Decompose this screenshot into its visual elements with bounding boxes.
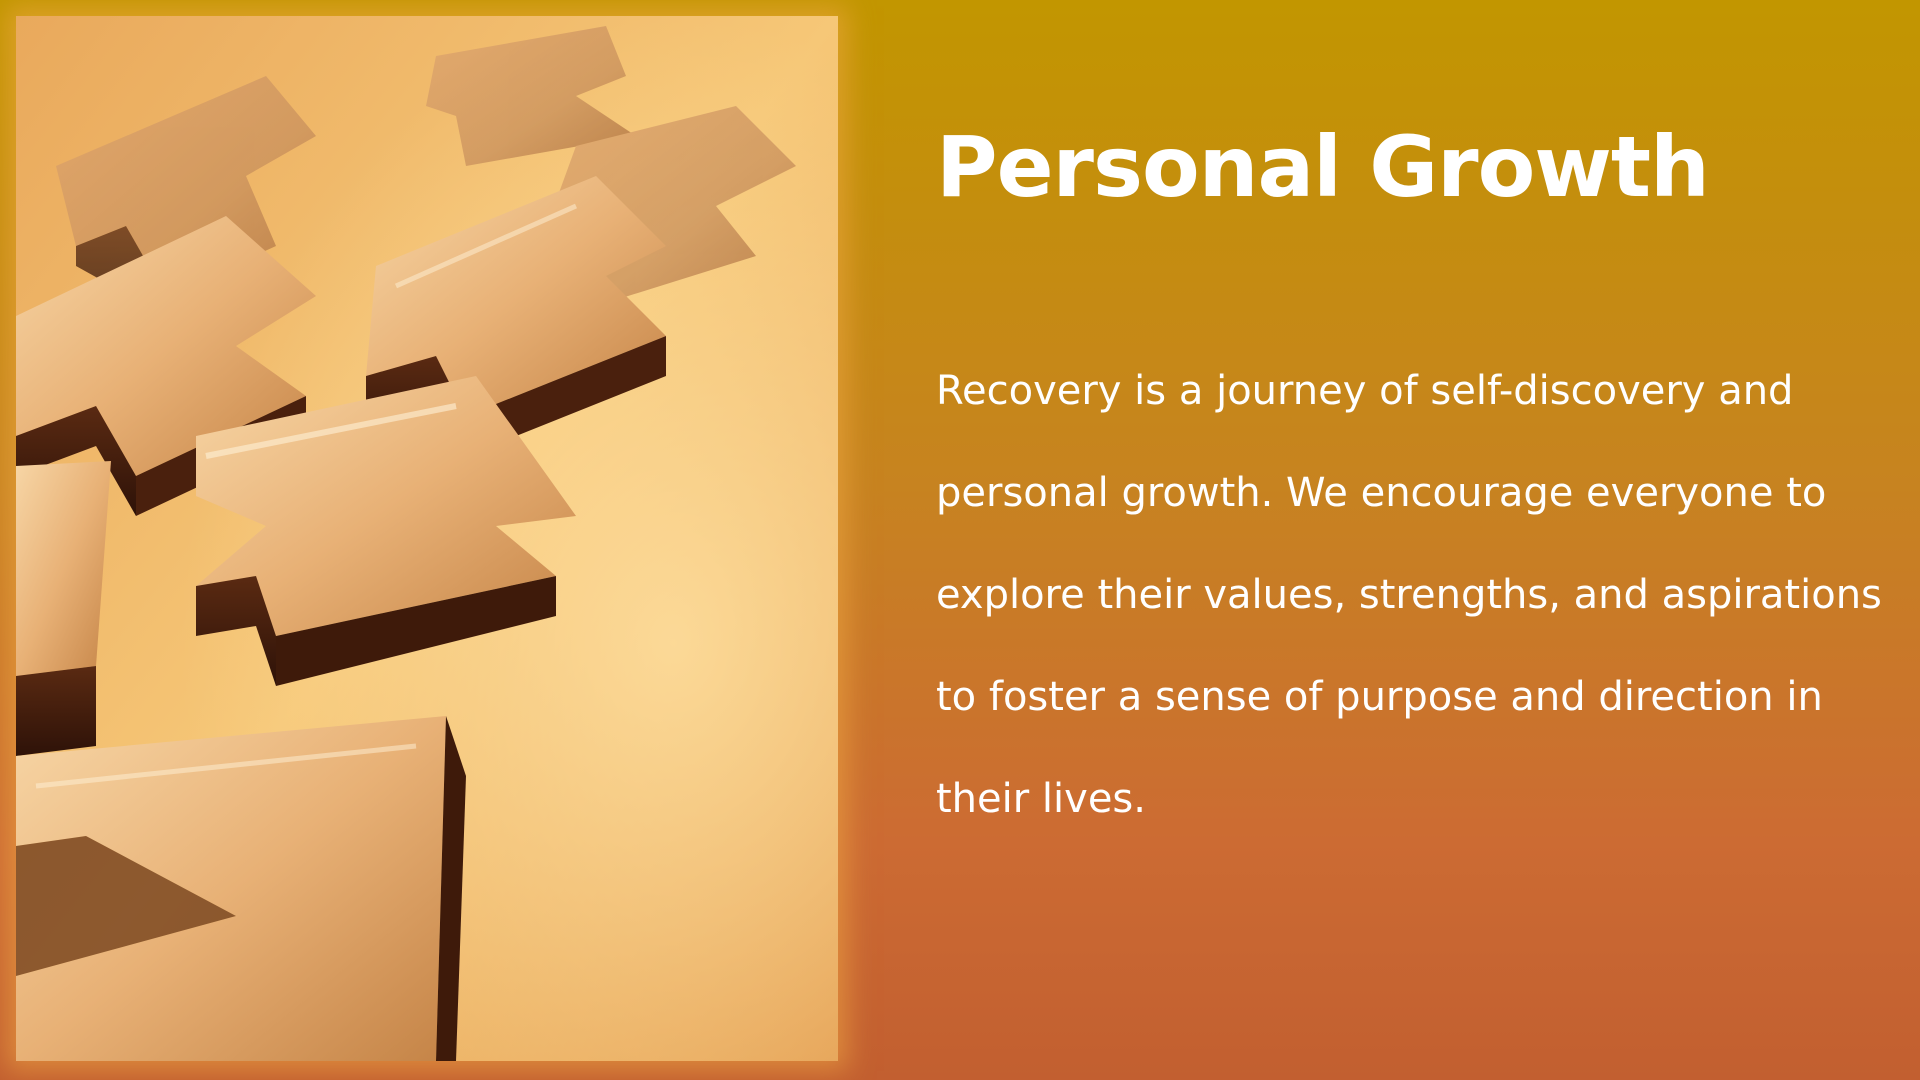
slide-title: Personal Growth bbox=[936, 118, 1709, 216]
arrows-photo bbox=[16, 16, 838, 1061]
wooden-arrows-illustration bbox=[16, 16, 838, 1061]
slide-body-text: Recovery is a journey of self-discovery and personal growth. We encourage everyone to explore their values, strengths, and aspirations to foster a sense of purpose and direction in their lives. bbox=[936, 368, 1882, 822]
